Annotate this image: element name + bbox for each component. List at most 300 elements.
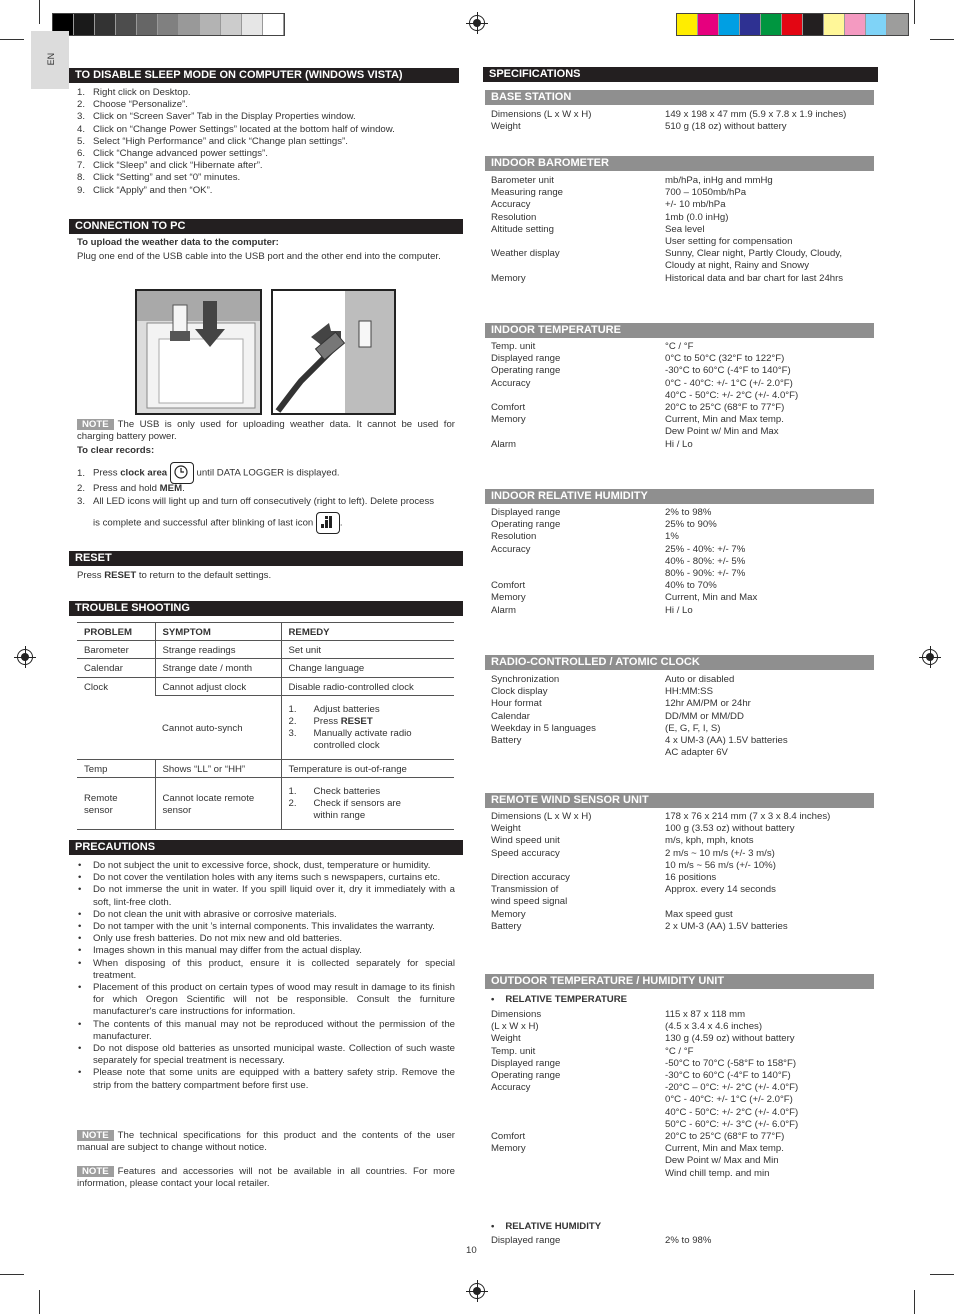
spec-key: Memory — [491, 908, 526, 920]
spec-row — [491, 1070, 873, 1082]
spec-key: Hour format — [491, 698, 542, 710]
registration-mark-right — [922, 649, 938, 665]
cell-problem: Calendar — [77, 659, 155, 677]
spec-row — [491, 1168, 873, 1180]
spec-key: Displayed range — [491, 1057, 561, 1069]
spec-row — [491, 187, 873, 199]
spec-indoor-humidity — [491, 507, 873, 617]
spec-row — [491, 605, 873, 617]
list-item — [77, 87, 457, 99]
spec-base-station — [491, 109, 873, 133]
color-swatch — [74, 14, 95, 35]
spec-value: Current, Min and Max temp. — [665, 1143, 784, 1155]
spec-row — [491, 909, 873, 921]
spec-row — [491, 439, 873, 451]
cell-symptom: Cannot locate remote sensor — [155, 778, 281, 830]
section-title-sleep: TO DISABLE SLEEP MODE ON COMPUTER (WINDOWS VISTA) — [69, 68, 459, 83]
color-swatch — [677, 14, 698, 35]
reset-keyword: RESET — [104, 570, 137, 581]
spec-title-indoor-humidity: INDOOR RELATIVE HUMIDITY — [485, 489, 874, 504]
spec-value: Auto or disabled — [665, 674, 735, 685]
color-swatch — [824, 14, 845, 35]
spec-key: Speed accuracy — [491, 847, 560, 859]
spec-key: Temp. unit — [491, 1045, 536, 1057]
remedy-keyword: RESET — [340, 716, 373, 728]
spec-row — [491, 1058, 873, 1070]
spec-key — [491, 568, 665, 580]
spec-key: Memory — [491, 414, 526, 426]
spec-row — [491, 224, 873, 236]
spec-value: 25% to 90% — [665, 519, 717, 531]
cell-remedy — [281, 778, 454, 830]
spec-value: 0°C - 40°C: +/- 1°C (+/- 2.0°F) — [665, 1094, 793, 1106]
spec-key: Weight — [491, 823, 521, 835]
spec-row — [491, 896, 873, 908]
spec-row — [491, 592, 873, 604]
spec-key: Comfort — [491, 1131, 526, 1143]
spec-value: 2 x UM-3 (AA) 1.5V batteries — [665, 920, 788, 932]
step-number: 2. — [77, 99, 86, 111]
spec-value: Max speed gust — [665, 908, 733, 920]
spec-key: Operating range — [491, 365, 561, 377]
precautions-list — [77, 860, 455, 1092]
spec-value: Hi / Lo — [665, 438, 693, 450]
step-number: 3. — [77, 111, 86, 123]
spec-value: 12hr AM/PM or 24hr — [665, 698, 751, 710]
list-item: • Placement of this product on certain types of wood may result in damage to its finish for which Oregon Scientific will not be responsible. Consult the furniture manufacturer's care instructions for information. — [77, 982, 455, 1019]
spec-row — [491, 823, 873, 835]
list-item — [77, 172, 457, 184]
data-bars-icon — [316, 512, 340, 534]
spec-row — [491, 414, 873, 426]
sleep-steps-list — [77, 87, 457, 197]
spec-value: (4.5 x 3.4 x 4.6 inches) — [665, 1021, 763, 1033]
cell-remedy — [281, 695, 454, 759]
spec-row — [491, 1033, 873, 1045]
spec-row — [491, 402, 873, 414]
usb-connector-illustration — [271, 289, 396, 415]
color-swatch — [116, 14, 137, 35]
spec-row — [491, 273, 873, 285]
usb-plug-illustration — [135, 289, 262, 415]
step-number: 7. — [77, 160, 86, 172]
step-number: 1. — [77, 467, 86, 479]
spec-key — [491, 390, 665, 402]
spec-key: (L x W x H) — [491, 1021, 539, 1033]
remedy-number: 2. — [288, 798, 297, 810]
clear-step-2 — [77, 483, 457, 495]
spec-row — [491, 519, 873, 531]
spec-value: 16 positions — [665, 872, 717, 884]
note-label: NOTE — [77, 1166, 114, 1177]
col-header-problem: PROBLEM — [77, 623, 155, 641]
spec-value: 2% to 98% — [665, 507, 712, 518]
col-header-remedy: REMEDY — [281, 623, 454, 641]
connection-body: Plug one end of the USB cable into the USB port and the other end into the computer. — [77, 251, 441, 262]
spec-key — [491, 1168, 665, 1180]
list-item: • The contents of this manual may not be reproduced without the permission of the manufacturer. — [77, 1019, 455, 1043]
spec-row — [491, 544, 873, 556]
section-title-reset: RESET — [69, 551, 463, 566]
remedy-text: Check if sensors are within range — [313, 798, 401, 822]
note-text: The USB is only used for uploading weather data. It cannot be used for charging battery power. — [77, 419, 455, 443]
spec-value: mb/hPa, inHg and mmHg — [665, 175, 773, 186]
spec-value: 10 m/s ~ 56 m/s (+/- 10%) — [665, 859, 776, 871]
spec-wind-sensor — [491, 811, 873, 933]
spec-row — [491, 1046, 873, 1058]
spec-row — [491, 531, 873, 543]
spec-value: 149 x 198 x 47 mm (5.9 x 7.8 x 1.9 inches) — [665, 109, 847, 120]
clock-icon — [170, 462, 194, 484]
spec-value: 130 g (4.59 oz) without battery — [665, 1033, 795, 1045]
color-swatch — [740, 14, 761, 35]
spec-key: Resolution — [491, 531, 537, 543]
table-header-row — [77, 623, 454, 641]
spec-value: Hi / Lo — [665, 604, 693, 616]
table-row — [77, 778, 454, 830]
spec-value: °C / °F — [665, 1045, 694, 1057]
cell-symptom: Cannot auto-synch — [155, 695, 281, 759]
spec-outdoor-humidity — [491, 1235, 873, 1247]
spec-row — [491, 121, 873, 133]
color-swatch — [782, 14, 803, 35]
list-item — [77, 136, 457, 148]
spec-value: 40°C - 50°C: +/- 2°C (+/- 4.0°F) — [665, 1106, 799, 1118]
cell-remedy: Temperature is out-of-range — [281, 759, 454, 777]
spec-subhead-humidity: • RELATIVE HUMIDITY — [491, 1221, 601, 1233]
spec-value: 40% to 70% — [665, 580, 717, 592]
connection-subhead: To upload the weather data to the computer: — [77, 237, 279, 248]
spec-value: Approx. every 14 seconds — [665, 884, 776, 896]
spec-value: (E, G, F, I, S) — [665, 722, 721, 734]
remedy-step — [289, 704, 449, 716]
spec-row — [491, 747, 873, 759]
spec-value: 2 m/s ~ 10 m/s (+/- 3 m/s) — [665, 847, 775, 859]
spec-key: Barometer unit — [491, 175, 554, 186]
remedy-step — [289, 728, 449, 752]
spec-key: Transmission of — [491, 884, 559, 896]
spec-row — [491, 175, 873, 187]
spec-key — [491, 1155, 665, 1167]
spec-row — [491, 199, 873, 211]
spec-row — [491, 341, 873, 353]
spec-key: Direction accuracy — [491, 872, 570, 884]
spec-title-clock: RADIO-CONTROLLED / ATOMIC CLOCK — [485, 655, 874, 670]
spec-value: Dew Point w/ Min and Max — [665, 426, 779, 438]
spec-row — [491, 674, 873, 686]
clear-step-1 — [77, 462, 457, 484]
spec-key: wind speed signal — [491, 896, 568, 908]
spec-key — [491, 1119, 665, 1131]
spec-key: Temp. unit — [491, 341, 536, 352]
spec-value: 80% - 90%: +/- 7% — [665, 568, 746, 580]
spec-key: Accuracy — [491, 543, 531, 555]
step-text: Right click on Desktop. — [93, 87, 191, 98]
troubleshooting-table — [77, 622, 454, 830]
spec-row — [491, 686, 873, 698]
spec-value: 20°C to 25°C (68°F to 77°F) — [665, 402, 785, 414]
spec-subhead-temperature: • RELATIVE TEMPERATURE — [491, 994, 627, 1006]
precautions-note-2 — [77, 1166, 455, 1190]
spec-value — [665, 896, 873, 908]
color-swatch — [698, 14, 719, 35]
spec-value: 100 g (3.53 oz) without battery — [665, 823, 795, 835]
spec-row — [491, 884, 873, 896]
spec-value: Wind chill temp. and min — [665, 1167, 770, 1179]
spec-value: 2% to 98% — [665, 1235, 712, 1246]
color-swatch — [221, 14, 242, 35]
spec-value: °C / °F — [665, 341, 694, 352]
spec-key — [491, 1094, 665, 1106]
spec-row — [491, 872, 873, 884]
color-swatch — [242, 14, 263, 35]
spec-row — [491, 1131, 873, 1143]
color-swatch — [158, 14, 179, 35]
registration-mark-top — [469, 15, 485, 31]
spec-row — [491, 848, 873, 860]
color-swatch — [803, 14, 824, 35]
spec-key: Comfort — [491, 580, 526, 592]
step-number: 3. — [77, 496, 86, 507]
step-keyword: clock area — [120, 467, 168, 479]
spec-row — [491, 426, 873, 438]
list-item — [77, 99, 457, 111]
spec-key: Battery — [491, 735, 522, 747]
spec-row — [491, 1107, 873, 1119]
step-text: All LED icons will light up and turn off consecutively (right to left). Delete process — [93, 496, 435, 507]
spec-row — [491, 236, 873, 248]
clear-step-3-cont — [93, 512, 457, 534]
note-text: The technical specifications for this product and the contents of the user manual are subject to change without notice. — [77, 1130, 455, 1154]
spec-row — [491, 390, 873, 402]
remedy-number: 3. — [288, 728, 297, 740]
color-swatch — [719, 14, 740, 35]
spec-value: 700 – 1050mb/hPa — [665, 187, 747, 199]
spec-value: AC adapter 6V — [665, 747, 728, 759]
spec-key: Dimensions (L x W x H) — [491, 811, 592, 822]
cell-symptom: Strange readings — [155, 641, 281, 659]
spec-row — [491, 1082, 873, 1094]
page-number: 10 — [466, 1245, 477, 1256]
spec-key: Alarm — [491, 438, 517, 450]
spec-value: 115 x 87 x 118 mm — [665, 1009, 746, 1020]
list-item — [77, 124, 457, 136]
spec-key — [491, 747, 665, 759]
section-title-connection: CONNECTION TO PC — [69, 219, 463, 234]
step-text: Press and hold — [93, 483, 160, 494]
spec-value: Current, Min and Max — [665, 592, 758, 604]
spec-title-base-station: BASE STATION — [485, 90, 874, 105]
note-label: NOTE — [77, 1130, 114, 1141]
remedy-number: 2. — [288, 716, 297, 728]
spec-row — [491, 698, 873, 710]
spec-value: -30°C to 60°C (-4°F to 140°F) — [665, 365, 791, 377]
spec-value: 178 x 76 x 214 mm (7 x 3 x 8.4 inches) — [665, 811, 831, 822]
spec-row — [491, 1021, 873, 1033]
spec-key: Accuracy — [491, 199, 531, 211]
color-swatch — [761, 14, 782, 35]
spec-value: 0°C to 50°C (32°F to 122°F) — [665, 353, 785, 365]
step-number: 1. — [77, 87, 86, 98]
spec-value: m/s, kph, mph, knots — [665, 835, 754, 847]
step-text: Click “Sleep” and click “Hibernate after”. — [93, 160, 263, 172]
spec-barometer — [491, 175, 873, 285]
list-item: • Do not tamper with the unit ’s internal components. This invalidates the warranty. — [77, 921, 455, 933]
table-row — [77, 659, 454, 677]
color-swatch — [137, 14, 158, 35]
list-item — [77, 111, 457, 123]
spec-value: User setting for compensation — [665, 236, 793, 248]
cell-symptom: Strange date / month — [155, 659, 281, 677]
spec-key — [491, 556, 665, 568]
remedy-number: 1. — [288, 786, 297, 798]
reset-text — [77, 570, 271, 582]
spec-row — [491, 1235, 873, 1247]
step-text: Click “Setting” and set “0” minutes. — [93, 172, 241, 184]
cell-problem: Barometer — [77, 641, 155, 659]
spec-value: 510 g (18 oz) without battery — [665, 121, 787, 133]
clear-step-3 — [77, 496, 457, 508]
spec-key: Operating range — [491, 519, 561, 531]
spec-key: Weekday in 5 languages — [491, 722, 596, 734]
spec-indoor-temperature — [491, 341, 873, 451]
spec-row — [491, 711, 873, 723]
spec-row — [491, 212, 873, 224]
spec-value: DD/MM or MM/DD — [665, 710, 744, 722]
spec-row — [491, 109, 873, 121]
spec-row — [491, 580, 873, 592]
step-number: 4. — [77, 123, 86, 135]
spec-value: 40°C - 50°C: +/- 2°C (+/- 4.0°F) — [665, 389, 799, 401]
spec-key: Measuring range — [491, 187, 563, 199]
remedy-step — [289, 798, 449, 822]
spec-value: Current, Min and Max temp. — [665, 414, 784, 426]
spec-key: Weight — [491, 121, 521, 133]
cell-symptom: Shows “LL” or “HH” — [155, 759, 281, 777]
spec-key: Memory — [491, 272, 526, 284]
spec-key: Dimensions — [491, 1009, 542, 1020]
connection-note — [77, 419, 455, 443]
gray-calibration-bar — [52, 13, 285, 36]
spec-outdoor-temperature — [491, 1009, 873, 1180]
spec-key: Calendar — [491, 710, 530, 722]
spec-row — [491, 378, 873, 390]
remedy-step — [289, 716, 449, 728]
spec-value: 1mb (0.0 inHg) — [665, 211, 729, 223]
step-text: Click “Change advanced power settings”. — [93, 148, 268, 160]
spec-row — [491, 811, 873, 823]
step-number: 8. — [77, 172, 86, 184]
spec-key: Accuracy — [491, 1082, 531, 1094]
step-text: Press — [93, 467, 121, 479]
spec-key: Wind speed unit — [491, 835, 560, 847]
spec-title-barometer: INDOOR BAROMETER — [485, 156, 874, 171]
spec-value: 40% - 80%: +/- 5% — [665, 555, 746, 567]
cell-problem: Clock — [77, 677, 155, 759]
cell-problem: Temp — [77, 759, 155, 777]
spec-title-indoor-temperature: INDOOR TEMPERATURE — [485, 323, 874, 338]
spec-row — [491, 556, 873, 568]
spec-value: HH:MM:SS — [665, 686, 713, 698]
spec-key: Memory — [491, 592, 526, 604]
spec-key: Weather display — [491, 248, 560, 260]
spec-value: +/- 10 mb/hPa — [665, 199, 726, 211]
spec-key: Alarm — [491, 604, 517, 616]
table-row — [77, 677, 454, 695]
list-item: • Do not subject the unit to excessive force, shock, dust, temperature or humidity. — [77, 860, 455, 872]
step-text: Click on “Change Power Settings” located at the bottom half of window. — [93, 123, 395, 135]
step-number: 9. — [77, 184, 86, 196]
language-tab: EN — [31, 31, 69, 89]
step-text-end: until DATA LOGGER is displayed. — [196, 467, 340, 479]
spec-row — [491, 1143, 873, 1155]
spec-value: Dew Point w/ Max and Min — [665, 1155, 779, 1167]
spec-value: 25% - 40%: +/- 7% — [665, 543, 746, 555]
step-number: 2. — [77, 483, 86, 494]
color-swatch — [887, 14, 908, 35]
remedy-number: 1. — [288, 703, 297, 715]
table-row — [77, 641, 454, 659]
remedy-text: Check batteries — [313, 786, 381, 798]
spec-row — [491, 365, 873, 377]
list-item — [77, 160, 457, 172]
spec-key: Displayed range — [491, 507, 561, 518]
spec-key: Dimensions (L x W x H) — [491, 109, 592, 120]
spec-row — [491, 723, 873, 735]
list-item: • Do not clean the unit with abrasive or corrosive materials. — [77, 909, 455, 921]
list-item — [77, 185, 457, 197]
cell-symptom: Cannot adjust clock — [155, 677, 281, 695]
spec-key — [491, 426, 665, 438]
spec-value: 50°C - 60°C: +/- 3°C (+/- 6.0°F) — [665, 1118, 799, 1130]
spec-key: Resolution — [491, 211, 537, 223]
spec-key: Weight — [491, 1033, 521, 1045]
spec-row — [491, 1119, 873, 1131]
color-calibration-bar — [676, 13, 909, 36]
spec-key — [491, 860, 665, 872]
remedy-text: Manually activate radio controlled clock — [313, 728, 412, 752]
reset-post: to return to the default settings. — [136, 570, 272, 581]
spec-key: Memory — [491, 1143, 526, 1155]
spec-row — [491, 860, 873, 872]
spec-row — [491, 507, 873, 519]
spec-key — [491, 1107, 665, 1119]
spec-row — [491, 568, 873, 580]
table-row — [77, 759, 454, 777]
step-number: 5. — [77, 135, 86, 147]
spec-key: Comfort — [491, 402, 526, 414]
spec-key: Displayed range — [491, 1235, 561, 1246]
section-title-specifications: SPECIFICATIONS — [483, 67, 878, 82]
color-swatch — [95, 14, 116, 35]
list-item: • Do not immerse the unit in water. If you spill liquid over it, dry it immediately with a soft, lint-free cloth. — [77, 884, 455, 908]
spec-key: Altitude setting — [491, 223, 554, 235]
list-item: • When disposing of this product, ensure it is collected separately for special treatment. — [77, 958, 455, 982]
clear-records-head: To clear records: — [77, 445, 155, 456]
spec-key: Battery — [491, 920, 522, 932]
section-title-trouble: TROUBLE SHOOTING — [69, 601, 463, 616]
spec-value: 20°C to 25°C (68°F to 77°F) — [665, 1131, 785, 1143]
list-item: • Do not cover the ventilation holes with any items such s newspapers, curtains etc. — [77, 872, 455, 884]
spec-value: 0°C - 40°C: +/- 1°C (+/- 2.0°F) — [665, 377, 793, 389]
step-text: Choose “Personalize”. — [93, 99, 188, 111]
note-text: Features and accessories will not be available in all countries. For more information, please contact your local retailer. — [77, 1166, 455, 1190]
step-text: Click “Apply” and then “OK”. — [93, 184, 213, 196]
spec-row — [491, 353, 873, 365]
precautions-note-1 — [77, 1130, 455, 1154]
spec-title-wind-sensor: REMOTE WIND SENSOR UNIT — [485, 793, 874, 808]
spec-row — [491, 1094, 873, 1106]
